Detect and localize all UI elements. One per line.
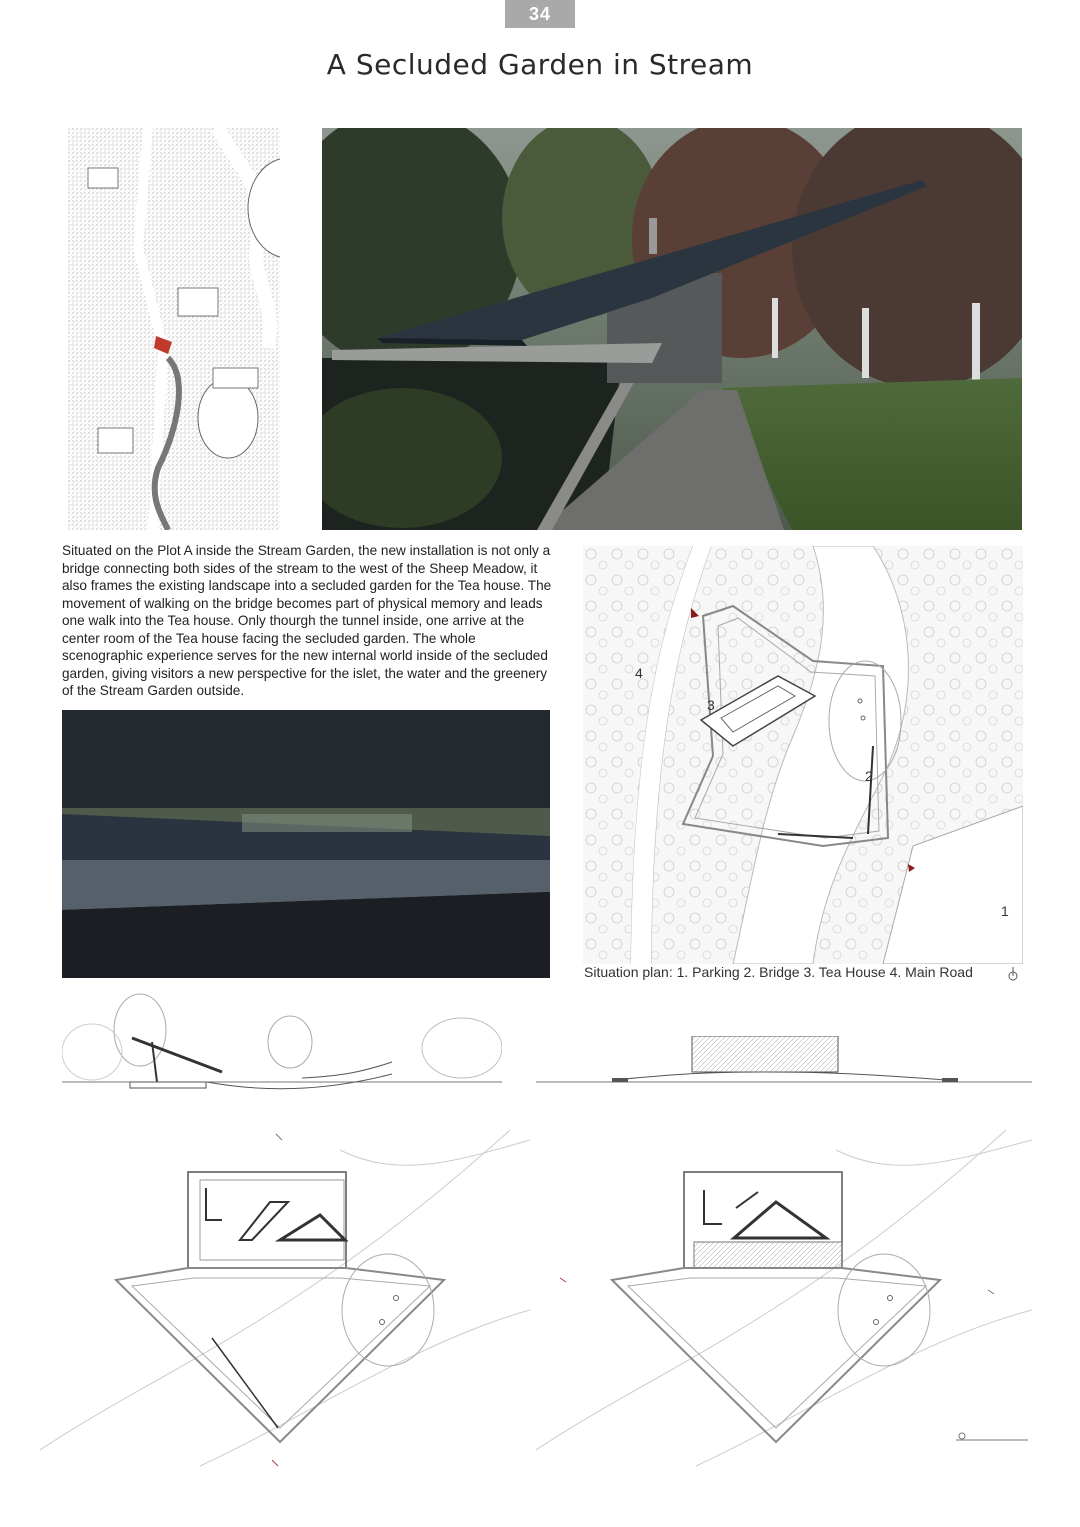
situation-plan — [583, 546, 1023, 964]
plan-label-parking: 1 — [1001, 903, 1009, 919]
north-arrow-icon — [1006, 966, 1020, 982]
description-text: Situated on the Plot A inside the Stream Garden, the new installation is not only a bridge connecting both sides of the stream to the west of the Sheep Meadow, it also frames the existing landscape into a secluded garden for the Tea house. The movement of walking on the bridge becomes part of physical memory and leads one walk into the Tea house. Only thourgh the tunnel inside, one arrive at the center room of the Tea house facing the secluded garden. The whole scenographic experience serves for the new internal world inside of the secluded garden, giving visitors a new perspective for the islet, the water and the greenery of the Stream Garden outside. — [62, 543, 552, 698]
interior-photo — [62, 710, 550, 978]
elevation-drawing — [536, 1036, 1032, 1092]
site-map — [68, 128, 280, 530]
plan-label-main-road: 4 — [635, 665, 643, 681]
page-title: A Secluded Garden in Stream — [326, 48, 754, 81]
plan-label-bridge: 2 — [865, 768, 873, 784]
plan-caption: Situation plan: 1. Parking 2. Bridge 3. Tea House 4. Main Road — [584, 964, 973, 980]
plan-label-tea-house: 3 — [707, 697, 715, 713]
section-drawing — [62, 992, 502, 1094]
bridge-photo — [322, 128, 1022, 530]
floor-plan-roof — [40, 1120, 530, 1470]
page-number: 34 — [505, 0, 575, 28]
floor-plan-ground — [536, 1120, 1032, 1470]
